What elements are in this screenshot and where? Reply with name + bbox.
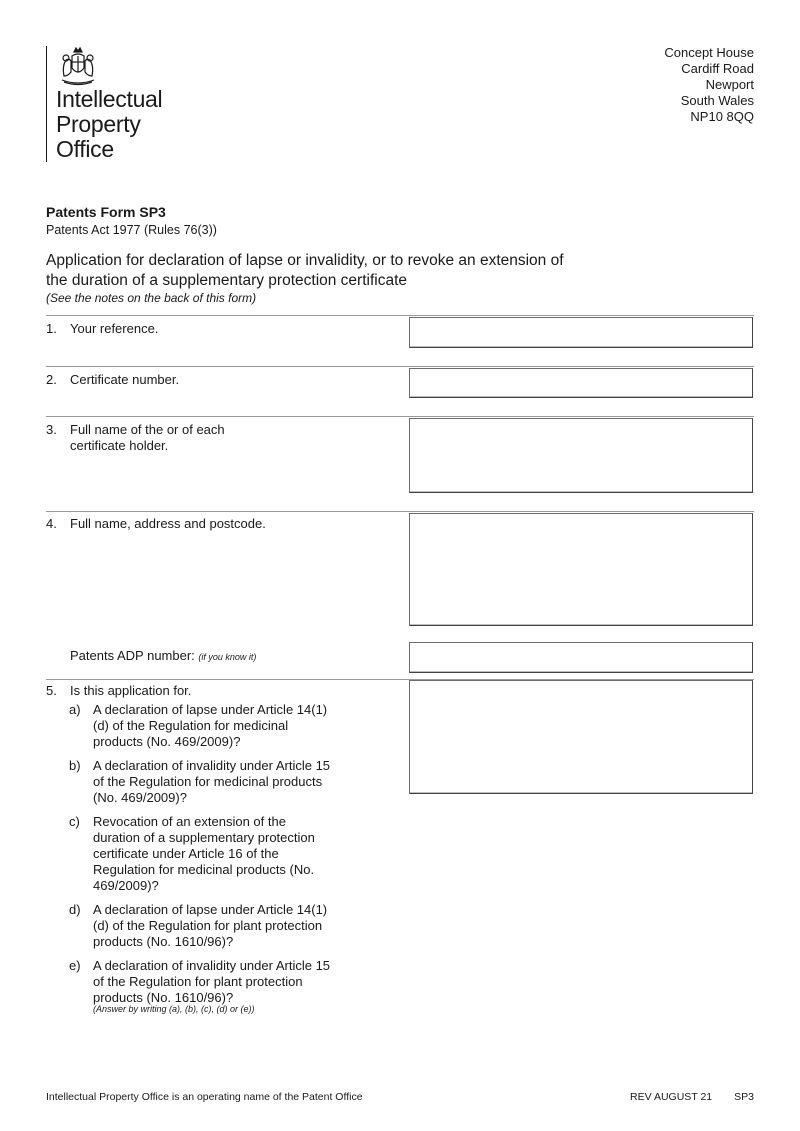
address-line: NP10 8QQ xyxy=(690,109,754,124)
organisation-logo-text xyxy=(56,87,162,162)
footer-revision-info xyxy=(630,1091,754,1103)
section-divider xyxy=(46,416,754,417)
section-divider xyxy=(46,366,754,367)
footer-revision: REV AUGUST 21 xyxy=(630,1091,713,1103)
certificate-holder-name-field[interactable] xyxy=(409,418,753,493)
section-divider xyxy=(46,511,754,512)
question-4-label: Full name, address and postcode. xyxy=(70,516,266,531)
question-5-number: 5. xyxy=(46,683,57,698)
name-address-postcode-field[interactable] xyxy=(409,513,753,626)
certificate-number-field[interactable] xyxy=(409,368,753,398)
address-line: Cardiff Road xyxy=(681,61,754,76)
option-e-text: A declaration of invalidity under Article 15 of the Regulation for plant protection products (No. 1610/96)? xyxy=(93,958,331,1005)
address-line: South Wales xyxy=(680,93,754,108)
option-c-text: Revocation of an extension of the duration of a supplementary protection certificate under Article 16 of the Regulation for medicinal products (No. 469/2009)? xyxy=(93,814,315,893)
question-3-number: 3. xyxy=(46,422,57,437)
question-5-label: Is this application for. xyxy=(70,683,192,698)
logo-line: Office xyxy=(56,136,114,162)
option-c-letter: c) xyxy=(69,814,80,829)
question-3-label xyxy=(70,422,370,454)
form-subtitle: Patents Act 1977 (Rules 76(3)) xyxy=(46,223,217,237)
option-a-letter: a) xyxy=(69,702,81,717)
royal-coat-of-arms-icon xyxy=(56,46,100,86)
option-a-text: A declaration of lapse under Article 14(1)(d) of the Regulation for medicinal products (No. 469/2009)? xyxy=(93,702,328,749)
section-divider xyxy=(46,315,754,316)
your-reference-field[interactable] xyxy=(409,317,753,348)
answer-instruction: (Answer by writing (a), (b), (c), (d) or (e)) xyxy=(93,1004,255,1014)
adp-number-hint: (if you know it) xyxy=(198,652,257,662)
adp-number-label xyxy=(70,648,400,665)
question-3-label-line: certificate holder. xyxy=(70,438,169,453)
adp-number-field[interactable] xyxy=(409,642,753,673)
question-2-label: Certificate number. xyxy=(70,372,180,387)
option-e-letter: e) xyxy=(69,958,81,973)
footer-operating-name: Intellectual Property Office is an operating name of the Patent Office xyxy=(46,1091,363,1103)
logo-line: Intellectual xyxy=(56,86,163,112)
option-b-text: A declaration of invalidity under Article 15 of the Regulation for medicinal products (No. 469/2009)? xyxy=(93,758,331,805)
question-2-number: 2. xyxy=(46,372,57,387)
option-d-letter: d) xyxy=(69,902,81,917)
form-title: Patents Form SP3 xyxy=(46,204,166,220)
question-4-number: 4. xyxy=(46,516,57,531)
option-d-text: A declaration of lapse under Article 14(1)(d) of the Regulation for plant protection products (No. 1610/96)? xyxy=(93,902,328,949)
footer-form-code: SP3 xyxy=(734,1091,754,1103)
adp-number-label-text: Patents ADP number: xyxy=(70,648,195,663)
question-1-label: Your reference. xyxy=(70,321,159,336)
office-address xyxy=(664,45,754,125)
heading-note: (See the notes on the back of this form) xyxy=(46,291,257,305)
application-heading: Application for declaration of lapse or invalidity, or to revoke an extension of the duration of a supplementary protection certificate xyxy=(46,252,564,289)
logo-divider xyxy=(46,46,47,162)
address-line: Concept House xyxy=(664,45,754,60)
question-1-number: 1. xyxy=(46,321,57,336)
option-b-letter: b) xyxy=(69,758,81,773)
application-type-field[interactable] xyxy=(409,680,753,794)
logo-line: Property xyxy=(56,111,141,137)
address-line: Newport xyxy=(705,77,754,92)
question-3-label-line: Full name of the or of each xyxy=(70,422,225,437)
